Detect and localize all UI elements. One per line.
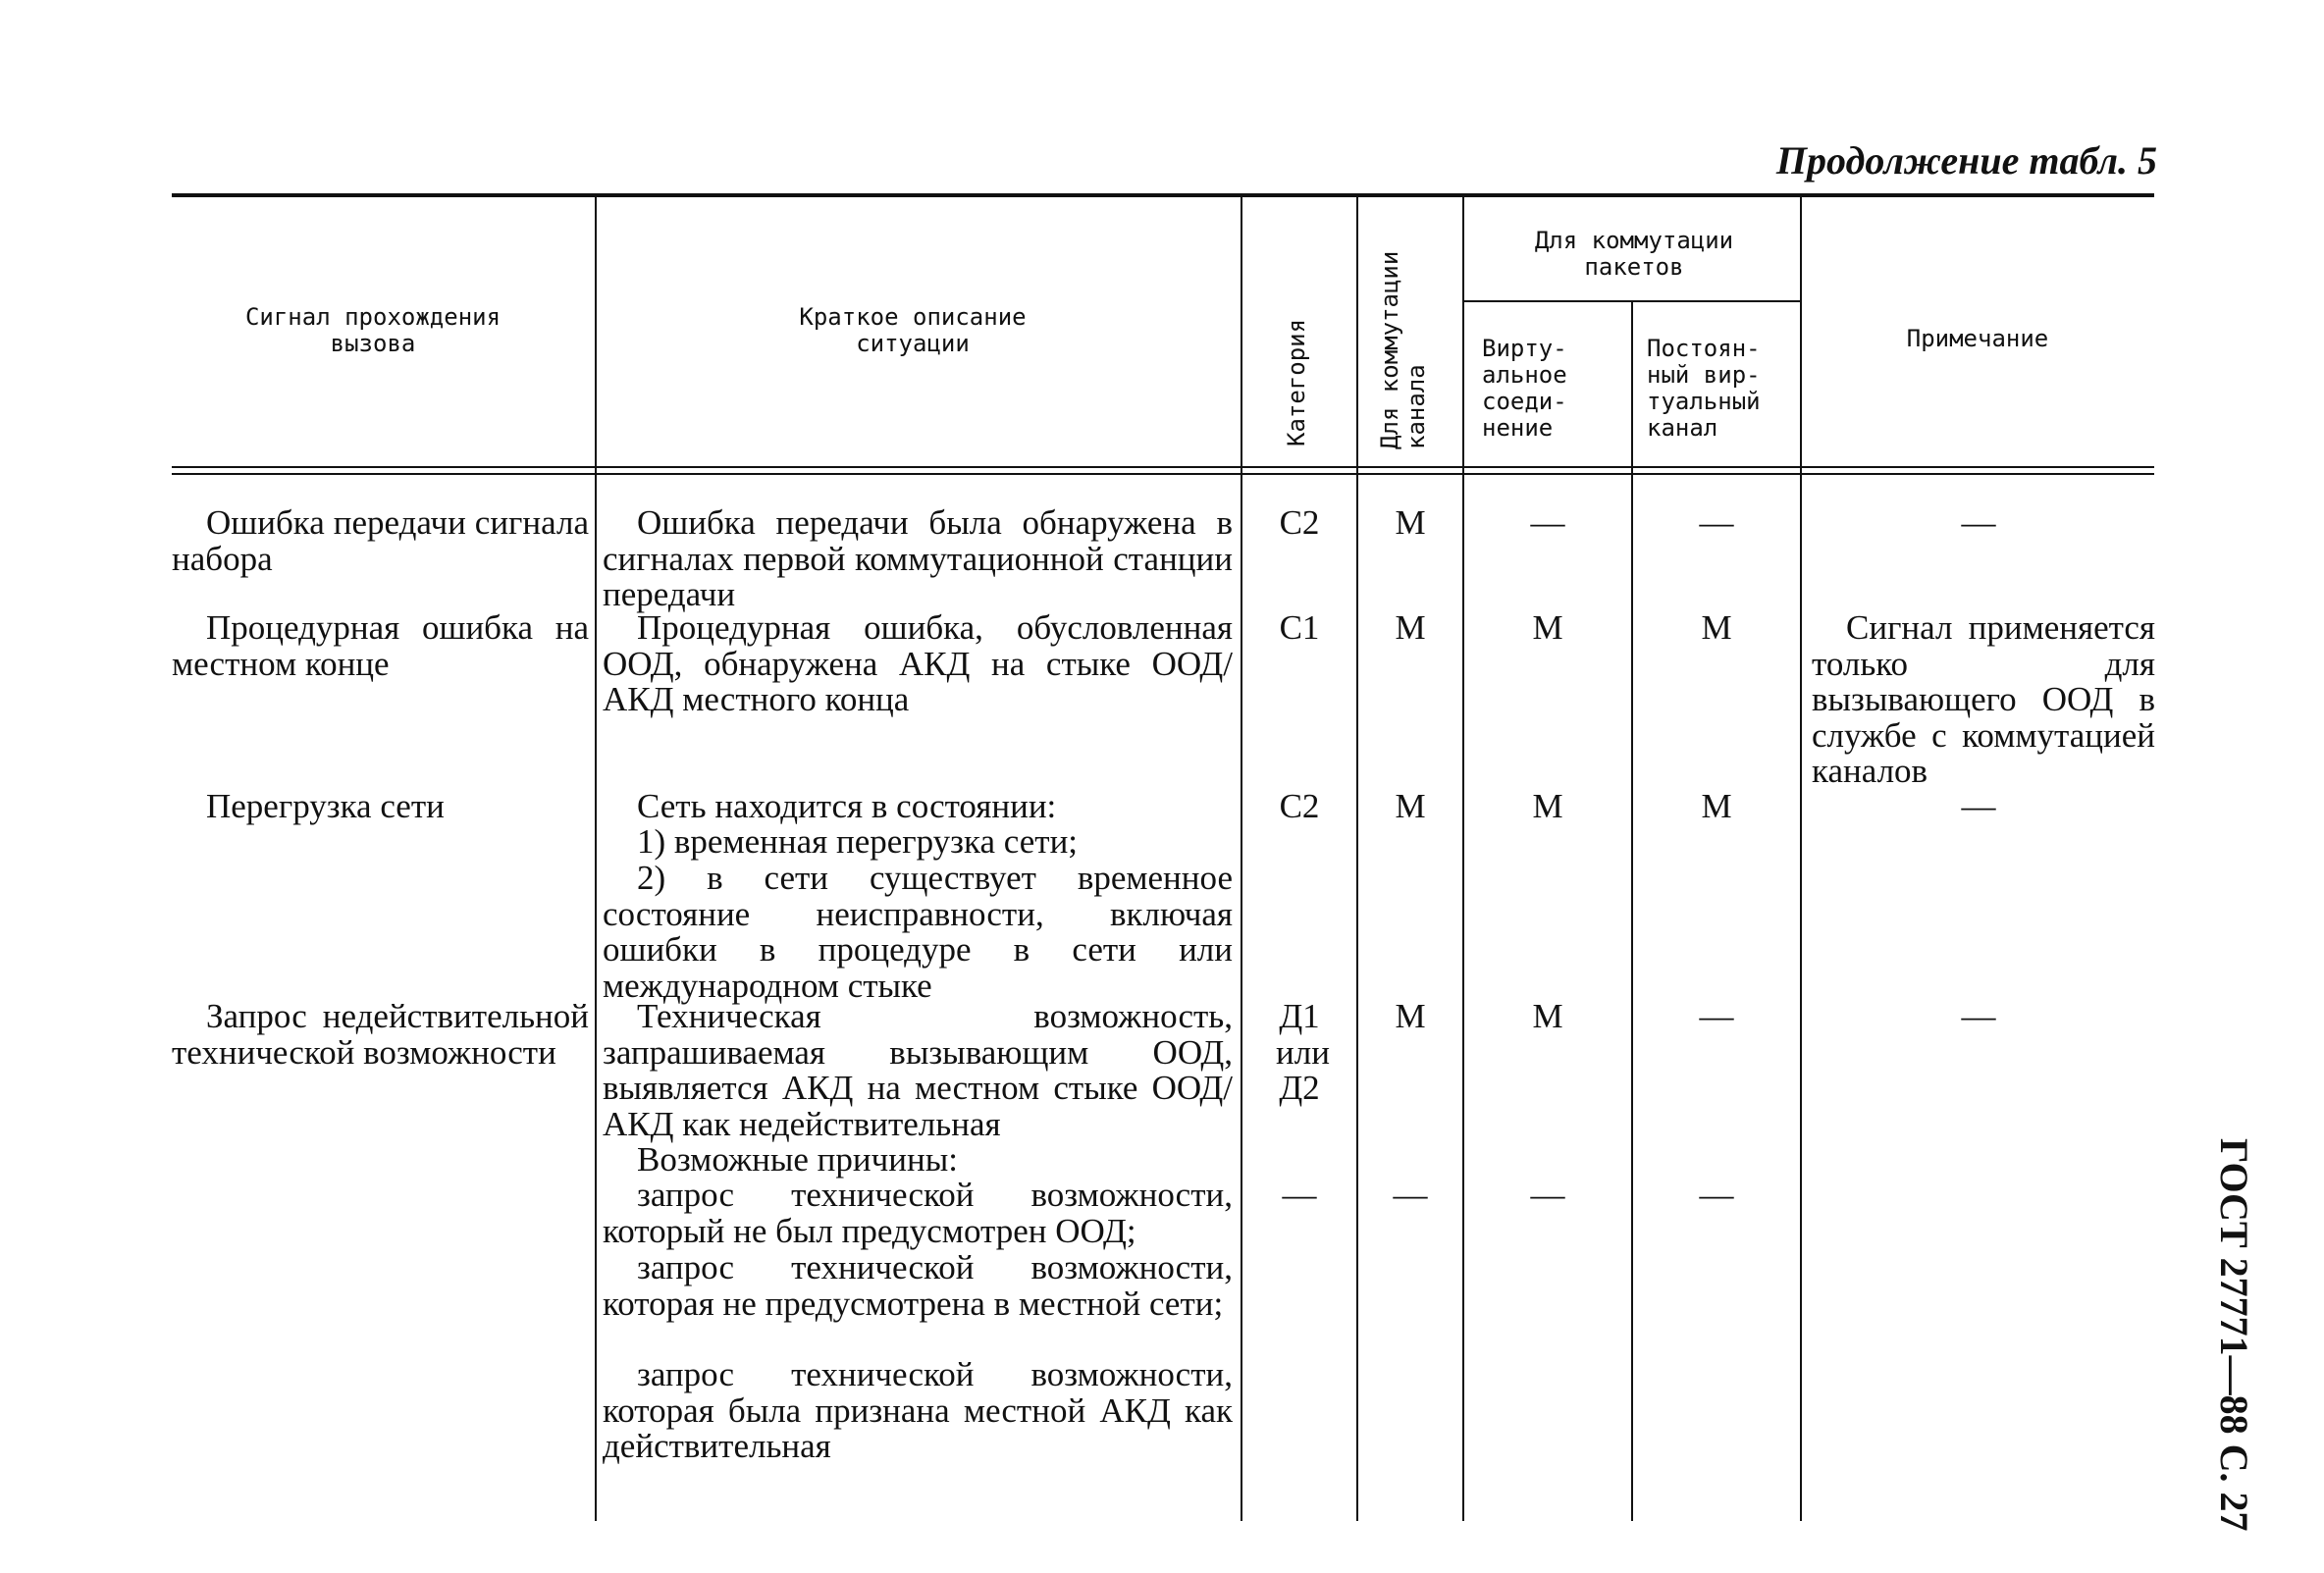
row5-circuit: —	[1393, 1176, 1428, 1214]
row3-note: —	[1961, 787, 1996, 825]
row1-signal: Ошибка передачи сигнала набора	[172, 503, 589, 578]
row3-category: С2	[1279, 787, 1320, 825]
row3-description-item-1: 1) временная перегрузка сети;	[637, 822, 1079, 861]
row1-virtual: —	[1530, 503, 1565, 542]
row4-description: Техническая возможность, запрашиваемая вызывающим ООД, выявляется АКД на местном стыке ООД/АКД как недействительная	[603, 997, 1233, 1143]
row5-description-item-2: запрос технической возможности, которая не предусмотрена в местной сети;	[603, 1248, 1233, 1323]
row4-signal: Запрос недействительной технической возможности	[172, 997, 589, 1072]
header-signal: Сигнал прохождения вызова	[244, 303, 502, 357]
row5-category: —	[1282, 1176, 1317, 1214]
row3-description: Сеть находится в состоянии:	[637, 787, 1057, 825]
row3-circuit: М	[1395, 787, 1426, 825]
row5-description-item-1: запрос технической возможности, который не был предусмотрен ООД;	[603, 1176, 1233, 1250]
row3-permanent: М	[1701, 787, 1732, 825]
side-page-label: ГОСТ 27771—88 С. 27	[2212, 1138, 2256, 1532]
row5-description: Возможные причины:	[637, 1140, 958, 1179]
row2-virtual: М	[1532, 608, 1563, 647]
row2-signal: Процедурная ошибка на местном конце	[172, 608, 589, 683]
header-bottom-rule-1	[172, 466, 2154, 468]
row5-virtual: —	[1530, 1176, 1565, 1214]
row5-permanent: —	[1699, 1176, 1734, 1214]
col-divider-4	[1462, 196, 1464, 1521]
col-divider-6	[1800, 196, 1802, 1521]
row3-signal: Перегрузка сети	[206, 787, 445, 825]
header-virtual: Вирту-альное соеди-нение	[1482, 335, 1567, 442]
header-bottom-rule-2	[172, 473, 2154, 475]
row3-description-item-2: 2) в сети существует временное состояние неисправности, включая ошибки в процедуре в сети или международном стыке	[603, 859, 1233, 1005]
row3-virtual: М	[1532, 787, 1563, 825]
col-divider-2	[1241, 196, 1242, 1521]
header-description: Краткое описание ситуации	[799, 303, 1027, 357]
header-packet-group: Для коммутации пакетов	[1534, 227, 1734, 281]
header-note: Примечание	[1906, 325, 2049, 352]
row4-permanent: —	[1699, 997, 1734, 1035]
row2-category: С1	[1279, 608, 1320, 647]
table-top-rule	[172, 193, 2154, 197]
row2-circuit: М	[1395, 608, 1426, 647]
col-divider-3	[1356, 196, 1358, 1521]
continuation-title: Продолжение табл. 5	[1775, 138, 2157, 183]
row1-circuit: М	[1395, 503, 1426, 542]
row1-category: С2	[1279, 503, 1320, 542]
col-divider-1	[595, 196, 597, 1521]
row5-description-item-3: запрос технической возможности, которая была признана местной АКД как действительная	[603, 1355, 1233, 1465]
header-circuit: Для коммутации канала	[1376, 250, 1430, 449]
row2-note: Сигнал применяется только для вызывающего ООД в службе с коммутацией каналов	[1812, 608, 2155, 790]
row4-note: —	[1961, 997, 1996, 1035]
row4-virtual: М	[1532, 997, 1563, 1035]
row1-description: Ошибка передачи была обнаружена в сигналах первой коммутационной станции передачи	[603, 503, 1233, 613]
row1-note: —	[1961, 503, 1996, 542]
col-divider-5	[1631, 300, 1633, 1521]
header-permanent: Постоян-ный вир-туальный канал	[1647, 335, 1761, 442]
row4-category: Д1 или Д2	[1276, 997, 1330, 1107]
row4-circuit: М	[1395, 997, 1426, 1035]
header-category: Категория	[1283, 318, 1310, 446]
row2-description: Процедурная ошибка, обусловленная ООД, обнаружена АКД на стыке ООД/АКД местного конца	[603, 608, 1233, 718]
row1-permanent: —	[1699, 503, 1734, 542]
row2-permanent: М	[1701, 608, 1732, 647]
